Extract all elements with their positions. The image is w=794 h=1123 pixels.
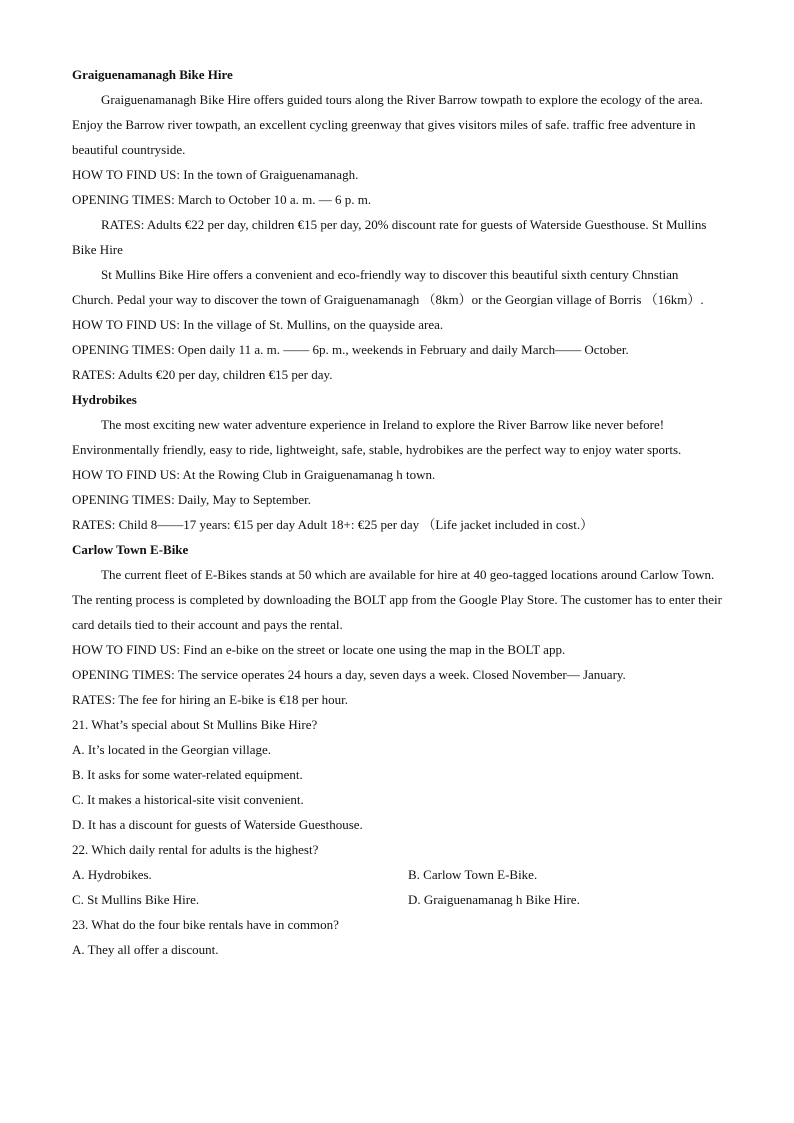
section-intro-carlow: The current fleet of E-Bikes stands at 50 which are available for hire at 40 geo-tagged locations around Carlow Town. The renting process is completed by downloading the BOLT app from the Google Play Store. The customer has to enter their card details tied to their account and pays the rental. [72,567,722,632]
question-23-stem: 23. What do the four bike rentals have in common? [72,917,339,932]
question-22-options-row-1 [72,862,722,887]
rates-hydrobikes: RATES: Child 8——17 years: €15 per day Adult 18+: €25 per day （Life jacket included in cost.） [72,517,594,532]
question-21-option-c: C. It makes a historical-site visit convenient. [72,792,304,807]
rates-carlow: RATES: The fee for hiring an E-bike is €18 per hour. [72,692,348,707]
find-us-hydrobikes: HOW TO FIND US: At the Rowing Club in Graiguenamanag h town. [72,467,436,482]
question-23-option-a: A. They all offer a discount. [72,942,219,957]
opening-times-hydrobikes: OPENING TIMES: Daily, May to September. [72,492,312,507]
section-intro-hydrobikes: The most exciting new water adventure experience in Ireland to explore the River Barrow like never before! Environmentally friendly, easy to ride, lightweight, safe, stable, hydrobikes are the perfect way to enjoy water sports. [72,417,682,457]
opening-times-graiguenamanagh: OPENING TIMES: March to October 10 a. m. — 6 p. m. [72,192,372,207]
question-22-stem: 22. Which daily rental for adults is the highest? [72,842,319,857]
question-22-option-b: B. Carlow Town E-Bike. [408,867,538,882]
find-us-graiguenamanagh: HOW TO FIND US: In the town of Graiguenamanagh. [72,167,359,182]
question-22-option-a: A. Hydrobikes. [72,867,152,882]
find-us-st-mullins: HOW TO FIND US: In the village of St. Mullins, on the quayside area. [72,317,444,332]
rates-graiguenamanagh: RATES: Adults €22 per day, children €15 per day, 20% discount rate for guests of Waterside Guesthouse. St Mullins Bike Hire [72,217,707,257]
question-21-stem: 21. What’s special about St Mullins Bike Hire? [72,717,318,732]
opening-times-carlow: OPENING TIMES: The service operates 24 hours a day, seven days a week. Closed November— January. [72,667,626,682]
find-us-carlow: HOW TO FIND US: Find an e-bike on the street or locate one using the map in the BOLT app. [72,642,566,657]
rates-st-mullins: RATES: Adults €20 per day, children €15 per day. [72,367,333,382]
question-22-options-row-2 [72,887,722,912]
section-intro-st-mullins: St Mullins Bike Hire offers a convenient and eco-friendly way to discover this beautiful sixth century Chnstian Church. Pedal your way to discover the town of Graiguenamanagh （8km）or the Georgian village of Borris （16km）. [72,267,704,307]
question-21-option-b: B. It asks for some water-related equipment. [72,767,303,782]
section-intro-graiguenamanagh: Graiguenamanagh Bike Hire offers guided tours along the River Barrow towpath to explore the ecology of the area. Enjoy the Barrow river towpath, an excellent cycling greenway that gives visitors miles of safe. traffic free adventure in beautiful countryside. [72,92,703,157]
section-heading-graiguenamanagh: Graiguenamanagh Bike Hire [72,67,233,82]
section-heading-carlow: Carlow Town E-Bike [72,542,189,557]
question-21-option-d: D. It has a discount for guests of Waterside Guesthouse. [72,817,363,832]
section-heading-hydrobikes: Hydrobikes [72,392,137,407]
opening-times-st-mullins: OPENING TIMES: Open daily 11 a. m. —— 6p. m., weekends in February and daily March—— October. [72,342,629,357]
document-page [72,62,722,962]
question-22-option-d: D. Graiguenamanag h Bike Hire. [408,892,580,907]
question-21-option-a: A. It’s located in the Georgian village. [72,742,272,757]
question-22-option-c: C. St Mullins Bike Hire. [72,892,200,907]
